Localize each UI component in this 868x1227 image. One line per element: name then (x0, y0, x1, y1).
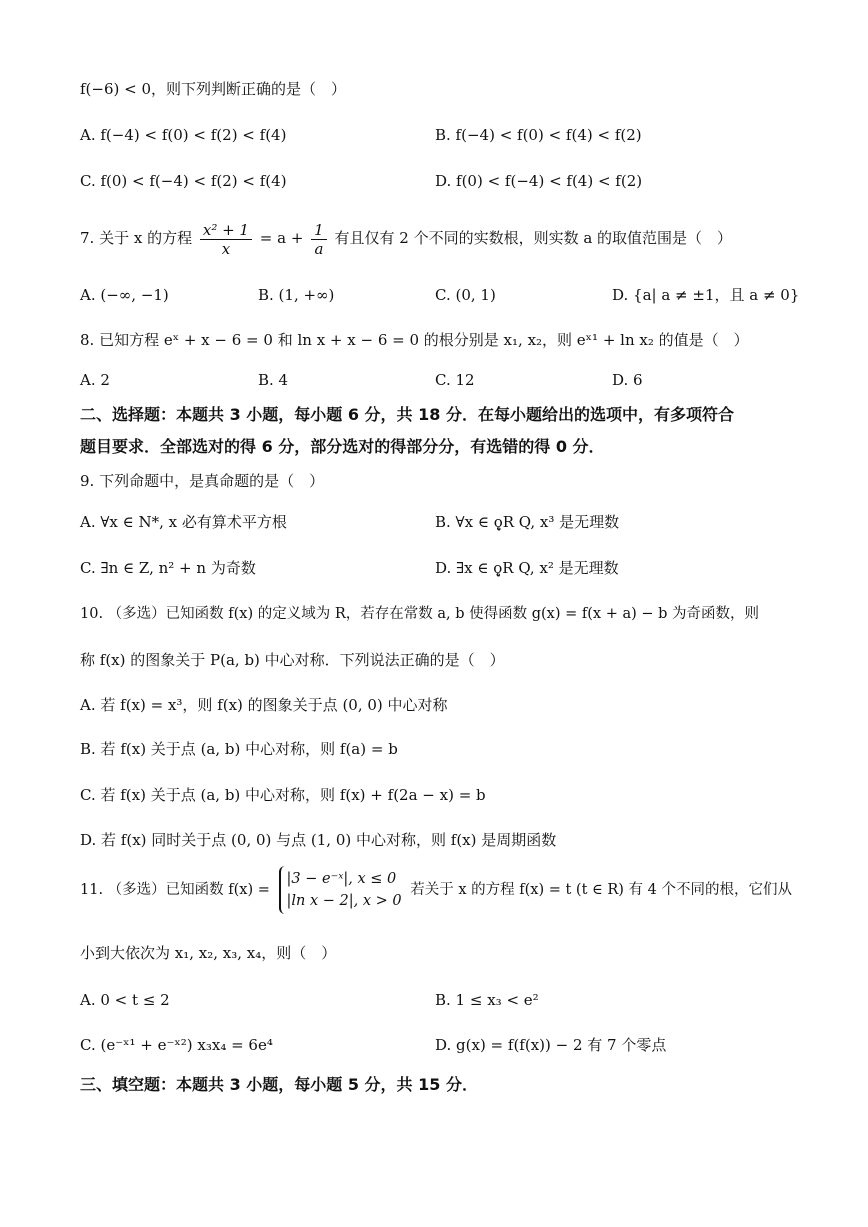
q7-option-d: D. {a| a ≠ ±1，且 a ≠ 0} (612, 286, 800, 304)
q7-fraction-right (311, 221, 327, 258)
q11-prefix: 11. （多选）已知函数 f(x) = (80, 882, 270, 898)
q8-stem: 8. 已知方程 eˣ + x − 6 = 0 和 ln x + x − 6 = 0 的根分别是 x₁, x₂，则 eˣ¹ + ln x₂ 的值是（ ） (80, 331, 749, 349)
section2-heading-line1: 二、选择题：本题共 3 小题，每小题 6 分，共 18 分．在每小题给出的选项中，有多项符合 (80, 405, 734, 424)
q10-option-a: A. 若 f(x) = x³，则 f(x) 的图象关于点 (0, 0) 中心对称 (80, 696, 448, 714)
q8-option-c: C. 12 (435, 371, 475, 389)
q8-option-b: B. 4 (258, 371, 289, 389)
q7-fraction-left (200, 221, 252, 258)
q7-option-c: C. (0, 1) (435, 286, 496, 304)
q7-suffix: 有且仅有 2 个不同的实数根，则实数 a 的取值范围是（ ） (334, 229, 733, 247)
q11-option-a: A. 0 < t ≤ 2 (80, 991, 170, 1009)
q7-mid: = a + (259, 229, 304, 247)
q10-option-b: B. 若 f(x) 关于点 (a, b) 中心对称，则 f(a) = b (80, 740, 398, 758)
q7-prefix: 7. 关于 x 的方程 (80, 229, 193, 247)
section2-heading-line2: 题目要求．全部选对的得 6 分，部分选对的得部分分，有选错的得 0 分． (80, 437, 605, 456)
q10-stem-line1: 10. （多选）已知函数 f(x) 的定义域为 R，若存在常数 a, b 使得函数 g(x) = f(x + a) − b 为奇函数，则 (80, 606, 760, 622)
q7-frac2-denominator: a (314, 239, 324, 258)
q11-piece-1: |3 − e⁻ˣ|, x ≤ 0 (286, 871, 397, 887)
q9-stem: 9. 下列命题中，是真命题的是（ ） (80, 472, 325, 490)
q9-option-b: B. ∀x ∈ ǫ̥R Q, x³ 是无理数 (435, 513, 620, 531)
q7-stem (80, 218, 732, 258)
q11-option-d: D. g(x) = f(f(x)) − 2 有 7 个零点 (435, 1036, 667, 1054)
q7-frac1-numerator: x² + 1 (200, 221, 252, 240)
q8-option-d: D. 6 (612, 371, 643, 389)
q6-option-d: D. f(0) < f(−4) < f(4) < f(2) (435, 172, 643, 190)
q6-option-b: B. f(−4) < f(0) < f(4) < f(2) (435, 126, 642, 144)
q9-option-c: C. ∃n ∈ Z, n² + n 为奇数 (80, 559, 256, 577)
q11-stem (80, 866, 792, 914)
q10-stem-line2: 称 f(x) 的图象关于 P(a, b) 中心对称．下列说法正确的是（ ） (80, 651, 505, 669)
q9-option-d: D. ∃x ∈ ǫ̥R Q, x² 是无理数 (435, 559, 619, 577)
q11-piecewise-function (279, 866, 402, 914)
q6-stem-tail: f(−6) < 0，则下列判断正确的是（ ） (80, 80, 347, 98)
q9-option-a: A. ∀x ∈ N*, x 必有算术平方根 (80, 513, 287, 531)
q11-suffix: 若关于 x 的方程 f(x) = t (t ∈ R) 有 4 个不同的根，它们从 (410, 882, 792, 898)
q7-option-b: B. (1, +∞) (258, 286, 335, 304)
q7-frac1-denominator: x (221, 239, 231, 258)
q11-option-c: C. (e⁻ˣ¹ + e⁻ˣ²) x₃x₄ = 6e⁴ (80, 1036, 273, 1054)
q11-option-b: B. 1 ≤ x₃ < e² (435, 991, 539, 1009)
q7-option-a: A. (−∞, −1) (80, 286, 169, 304)
q6-option-a: A. f(−4) < f(0) < f(2) < f(4) (80, 126, 287, 144)
q8-option-a: A. 2 (80, 371, 110, 389)
q7-frac2-numerator: 1 (311, 221, 327, 240)
q10-option-d: D. 若 f(x) 同时关于点 (0, 0) 与点 (1, 0) 中心对称，则 f(x) 是周期函数 (80, 831, 557, 849)
q11-stem-line2: 小到大依次为 x₁, x₂, x₃, x₄，则（ ） (80, 944, 337, 962)
q6-option-c: C. f(0) < f(−4) < f(2) < f(4) (80, 172, 287, 190)
section3-heading: 三、填空题：本题共 3 小题，每小题 5 分，共 15 分． (80, 1075, 478, 1094)
q10-option-c: C. 若 f(x) 关于点 (a, b) 中心对称，则 f(x) + f(2a − x) = b (80, 786, 486, 804)
q11-piece-2: |ln x − 2|, x > 0 (286, 893, 402, 909)
